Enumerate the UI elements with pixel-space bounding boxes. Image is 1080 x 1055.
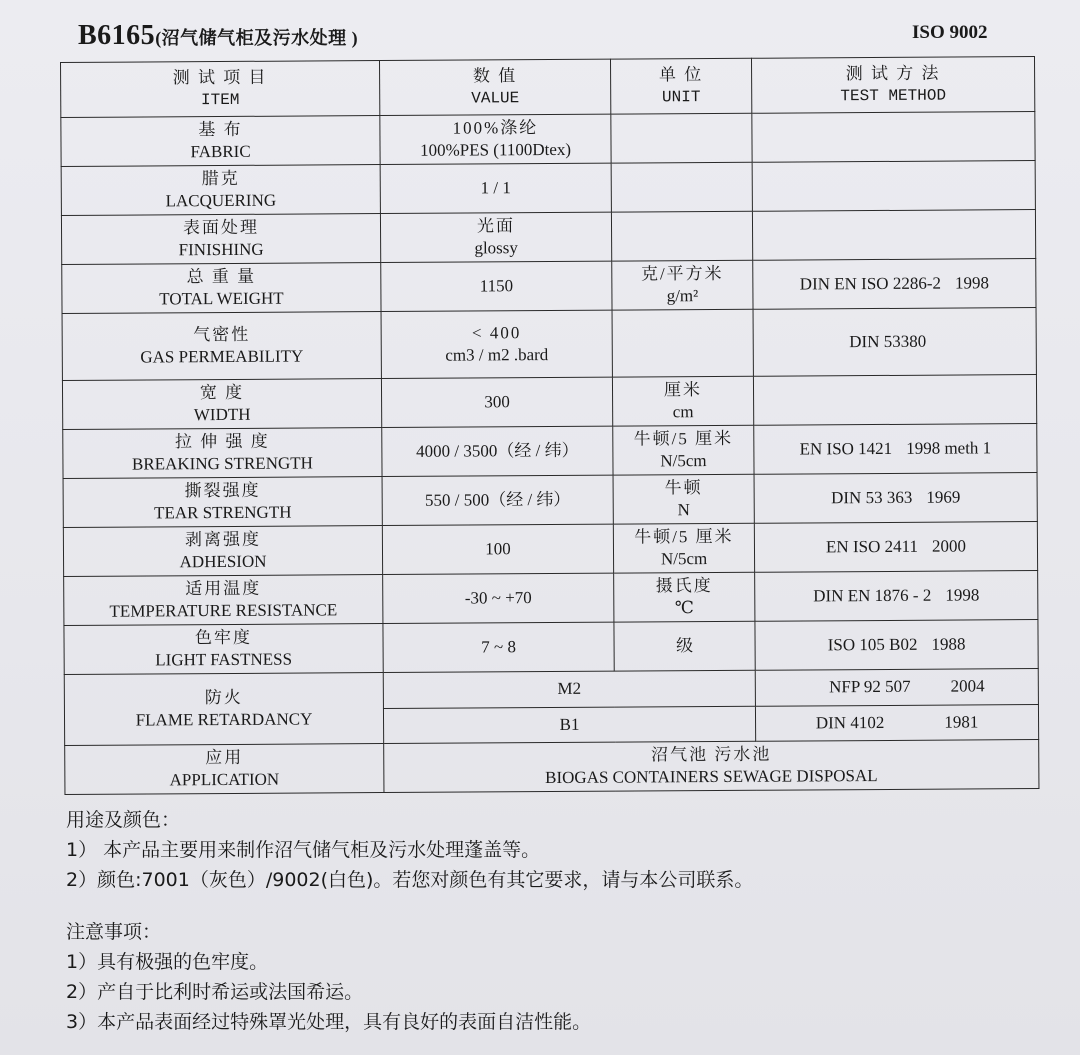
row-value-line2: 7 ~ 8 [481, 637, 516, 657]
row-method [753, 259, 1036, 310]
row-item-en: WIDTH [193, 404, 251, 425]
row-item-en: FABRIC [190, 141, 251, 162]
table-row [64, 620, 1038, 675]
flame-row [64, 669, 1038, 710]
application-value-cell [384, 740, 1039, 793]
row-unit [613, 425, 754, 475]
application-item-cell [65, 744, 384, 795]
header-value-en: VALUE [471, 89, 520, 108]
row-item-en: LIGHT FASTNESS [155, 649, 293, 670]
row-value [383, 573, 614, 623]
row-item-en: LACQUERING [165, 190, 277, 211]
row-unit [612, 260, 753, 310]
row-unit-line1: 克/平方米 [640, 263, 724, 284]
row-unit [613, 523, 754, 573]
row-item-en: ADHESION [179, 551, 267, 572]
flame-method-1 [755, 669, 1038, 706]
row-item-zh: 撕裂强度 [184, 480, 261, 501]
row-item-zh: 腊克 [201, 168, 240, 189]
row-item [62, 312, 381, 381]
row-item-en: TEAR STRENGTH [153, 502, 292, 523]
document-title [78, 20, 358, 52]
row-unit-line2: N [677, 500, 690, 520]
notes-section [66, 805, 753, 1037]
table-row [62, 375, 1036, 430]
row-method-std: EN ISO 2411 [825, 536, 919, 557]
flame-method-1-std: NFP 92 507 [828, 677, 911, 697]
row-method-year: 1969 [926, 487, 961, 507]
table-row [61, 210, 1035, 265]
row-value [383, 622, 614, 672]
row-method-std: DIN 53 363 [831, 487, 913, 508]
row-item [61, 214, 380, 265]
row-method-year: 1998 [954, 273, 990, 293]
row-item [61, 116, 380, 167]
header-item [61, 61, 380, 118]
row-item-en: FINISHING [178, 239, 264, 260]
row-item [62, 379, 381, 430]
row-unit [613, 474, 754, 524]
row-unit-line1: 摄氏度 [655, 576, 713, 596]
header-unit [610, 58, 751, 114]
row-unit [611, 113, 752, 163]
row-value [380, 212, 611, 262]
row-unit [611, 211, 752, 261]
row-item-zh: 总 重 量 [186, 266, 257, 287]
header-method-en: TEST METHOD [840, 86, 947, 106]
row-value [382, 475, 613, 525]
header-value [379, 59, 610, 115]
flame-rating-m2: M2 [383, 670, 755, 708]
row-method-std: DIN EN 1876 - 2 [813, 585, 932, 606]
row-value [381, 377, 612, 427]
row-item-en: BREAKING STRENGTH [131, 453, 313, 474]
row-unit-line1: 厘米 [663, 380, 703, 400]
iso-certification: ISO 9002 [912, 22, 988, 43]
row-unit-line2: cm [672, 402, 694, 422]
row-value-line1: 光面 [476, 216, 516, 236]
row-method-std: ISO 105 B02 [827, 634, 918, 655]
row-unit-line1: 牛顿/5 厘米 [634, 526, 734, 547]
row-item [63, 526, 382, 577]
table-header-row [61, 57, 1035, 118]
row-unit-line2 [616, 187, 748, 188]
row-method [753, 308, 1036, 377]
row-method [755, 620, 1038, 671]
row-item-zh: 拉 伸 强 度 [174, 431, 270, 452]
notes-item: 1）具有极强的色牢度。 [66, 951, 269, 973]
row-unit-line1 [616, 236, 748, 237]
header-method-zh: 测 试 方 法 [845, 63, 941, 84]
row-item-zh: 色牢度 [194, 627, 253, 648]
table-row [61, 161, 1035, 216]
row-item [62, 263, 381, 314]
row-item [64, 575, 383, 626]
row-value-line2: glossy [474, 238, 518, 258]
header-unit-en: UNIT [661, 88, 701, 107]
specification-table [60, 56, 1039, 795]
row-value-line2: cm3 / m2 .bard [445, 345, 549, 365]
row-unit-line2 [617, 343, 749, 344]
row-method-std: DIN 53380 [849, 331, 927, 352]
application-value-en: BIOGAS CONTAINERS SEWAGE DISPOSAL [545, 766, 878, 788]
header-item-zh: 测 试 项 目 [172, 67, 268, 88]
flame-method-2-year: 1981 [944, 712, 979, 732]
usage-item: 1） 本产品主要用来制作沼气储气柜及污水处理蓬盖等。 [66, 839, 541, 861]
row-unit [611, 162, 752, 212]
row-method [754, 473, 1037, 524]
row-item-en: GAS PERMEABILITY [140, 346, 304, 367]
row-unit-line2: N/5cm [660, 549, 708, 569]
table-row [63, 473, 1037, 528]
row-unit-line2 [615, 138, 747, 139]
row-value [380, 114, 611, 164]
notes-item: 2）产自于比利时希运或法国希运。 [66, 981, 364, 1003]
row-item-zh: 宽 度 [199, 382, 245, 403]
row-unit [612, 309, 753, 377]
usage-item: 2）颜色:7001（灰色）/9002(白色)。若您对颜色有其它要求，请与本公司联系。 [66, 869, 754, 891]
table-row [63, 424, 1037, 479]
flame-item-cell [64, 673, 383, 746]
row-value-line2: 1150 [479, 276, 514, 296]
row-value [382, 524, 613, 574]
row-value-line2: 100%PES (1100Dtex) [420, 139, 572, 160]
row-value-line2: -30 ~ +70 [464, 588, 532, 608]
spacer [66, 895, 753, 917]
row-method [754, 424, 1037, 475]
row-value-line2: 4000 / 3500（经 / 纬） [416, 440, 579, 461]
header-unit-zh: 单 位 [658, 65, 704, 85]
row-unit-line1: 牛顿/5 厘米 [633, 428, 734, 449]
row-unit-line1 [615, 138, 747, 139]
row-method [753, 375, 1036, 426]
header-item-en: ITEM [200, 90, 240, 110]
application-item-en: APPLICATION [169, 769, 280, 790]
flame-method-1-year: 2004 [950, 676, 985, 696]
table-row [64, 571, 1038, 626]
row-item [61, 165, 380, 216]
application-row [65, 740, 1039, 795]
row-item [64, 624, 383, 675]
row-value-line2: 300 [484, 392, 510, 412]
row-item-zh: 适用温度 [185, 578, 262, 599]
row-method [754, 522, 1037, 573]
row-value-line2: 100 [485, 539, 511, 559]
row-unit [614, 572, 755, 622]
table-row [61, 112, 1035, 167]
row-value [380, 163, 611, 213]
row-method [755, 571, 1038, 622]
row-unit-line2: ℃ [674, 598, 694, 618]
row-method-year: 1998 meth 1 [906, 438, 992, 458]
row-method-std: EN ISO 1421 [799, 438, 893, 459]
row-method [752, 112, 1035, 163]
row-value-line1: 100%涤纶 [452, 118, 539, 138]
table-body [61, 112, 1038, 675]
row-unit-line1: 牛顿 [664, 478, 703, 498]
row-method-year: 1988 [931, 634, 966, 654]
flame-item-en: FLAME RETARDANCY [135, 709, 313, 730]
application-item-zh: 应用 [205, 747, 244, 768]
row-unit [614, 621, 755, 671]
row-value-line2: 1 / 1 [480, 178, 511, 198]
row-item-zh: 剥离强度 [184, 529, 261, 550]
flame-method-2 [755, 704, 1038, 741]
product-subtitle: (沼气储气柜及污水处理 ) [155, 28, 359, 48]
row-unit-line2: g/m² [666, 286, 699, 306]
row-item [63, 477, 382, 528]
product-code: B6165 [78, 20, 156, 51]
row-unit [612, 376, 753, 426]
row-method-std: DIN EN ISO 2286-2 [799, 273, 942, 294]
header-value-zh: 数 值 [472, 66, 518, 86]
row-unit-line2: 级 [676, 636, 694, 656]
row-unit-line1 [616, 187, 748, 188]
row-method-year: 1998 [945, 585, 980, 605]
row-unit-line2 [616, 236, 748, 237]
row-unit-line1 [617, 343, 749, 344]
flame-item-zh: 防火 [204, 687, 243, 708]
row-unit-line2: N/5cm [660, 451, 707, 471]
application-value-zh: 沼气池 污水池 [651, 744, 772, 765]
flame-method-2-std: DIN 4102 [815, 712, 885, 733]
flame-rating-b1: B1 [383, 706, 755, 744]
row-value-line2: 550 / 500（经 / 纬） [424, 489, 571, 510]
row-value-line1: < 400 [471, 323, 522, 343]
table-row [62, 308, 1036, 381]
row-item-zh: 气密性 [193, 324, 251, 345]
row-method-year: 2000 [931, 536, 967, 556]
row-item-en: TOTAL WEIGHT [159, 288, 284, 309]
table-row [63, 522, 1037, 577]
row-item-en: TEMPERATURE RESISTANCE [109, 600, 338, 621]
header-method [751, 57, 1034, 114]
row-method [752, 210, 1035, 261]
row-value [382, 426, 613, 476]
row-item-zh: 表面处理 [182, 217, 260, 238]
row-item-zh: 基 布 [198, 119, 243, 140]
row-method [752, 161, 1035, 212]
row-item [63, 428, 382, 479]
notes-title: 注意事项： [66, 921, 162, 943]
row-value [381, 261, 612, 311]
table-row [62, 259, 1036, 314]
row-value [381, 310, 612, 378]
usage-title: 用途及颜色： [66, 809, 181, 831]
notes-item: 3）本产品表面经过特殊罩光处理，具有良好的表面自洁性能。 [66, 1011, 592, 1033]
